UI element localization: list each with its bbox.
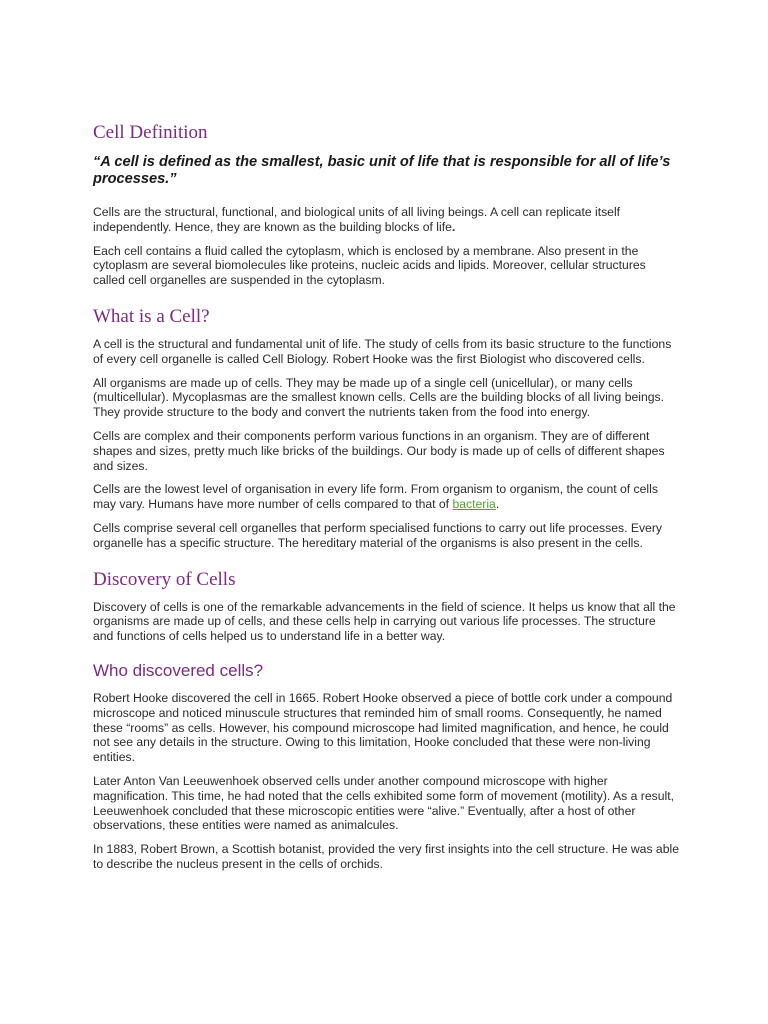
definition-quote: “A cell is defined as the smallest, basic unit of life that is responsible for all of life’s processes.” [93, 154, 671, 187]
paragraph-who-discovered-3: In 1883, Robert Brown, a Scottish botanist, provided the very first insights into the cell structure. He was able to describe the nucleus present in the cells of orchids. [93, 842, 679, 871]
paragraph-what-is-a-cell-4 [93, 482, 679, 512]
bacteria-link[interactable]: bacteria [452, 497, 496, 512]
paragraph-what-is-a-cell-3: Cells are complex and their components perform various functions in an organism. They are of different shapes and sizes, pretty much like bricks of the buildings. Our body is made up of cells of different shapes and sizes. [93, 428, 665, 473]
paragraph-end-mark: . [451, 219, 456, 234]
heading-cell-definition: Cell Definition [93, 122, 208, 143]
paragraph-who-discovered-2: Later Anton Van Leeuwenhoek observed cells under another compound microscope with higher magnification. This time, he had noted that the cells exhibited some form of movement (motility). As a result, Leeuwenhoek concluded that these microscopic entities were “alive.” Eventually, after a host of other observations, these entities were named as animalcules. [93, 773, 674, 833]
heading-who-discovered-cells: Who discovered cells? [93, 660, 264, 680]
paragraph-what-is-a-cell-1: A cell is the structural and fundamental unit of life. The study of cells from its basic structure to the functions of every cell organelle is called Cell Biology. Robert Hooke was the first Biologist who discovered cells. [93, 336, 672, 366]
paragraph-end-mark: . [495, 497, 500, 512]
paragraph-discovery-1: Discovery of cells is one of the remarkable advancements in the field of science. It helps us know that all the organisms are made up of cells, and these cells help in carrying out various life processes. The structure and functions of cells helped us to understand life in a better way. [93, 599, 676, 644]
heading-discovery-of-cells: Discovery of Cells [93, 568, 236, 590]
paragraph-text: Cells are the lowest level of organisation in every life form. From organism to organism, the count of cells may vary. Humans have more number of cells compared to that of [93, 482, 658, 512]
paragraph-what-is-a-cell-2: All organisms are made up of cells. They may be made up of a single cell (unicellular), or many cells (multicellular). Mycoplasmas are the smallest known cells. Cells are the building blocks of all living beings. They provide structure to the body and convert the nutrients taken from the food into energy. [93, 375, 665, 420]
paragraph-cell-definition-1 [93, 205, 679, 235]
paragraph-cell-definition-2: Each cell contains a fluid called the cytoplasm, which is enclosed by a membrane. Also present in the cytoplasm are several biomolecules like proteins, nucleic acids and lipids. Moreover, cellular structures called cell organelles are suspended in the cytoplasm. [93, 243, 646, 288]
paragraph-who-discovered-1: Robert Hooke discovered the cell in 1665. Robert Hooke observed a piece of bottle cork under a compound microscope and noticed minuscule structures that reminded him of small rooms. Consequently, he named these “rooms” as cells. However, his compound microscope had limited magnification, and hence, he could not see any details in the structure. Owing to this limitation, Hooke concluded that these were non-living entities. [93, 690, 673, 765]
paragraph-what-is-a-cell-5: Cells comprise several cell organelles that perform specialised functions to carry out life processes. Every organelle has a specific structure. The hereditary material of the organisms is also present in the cells. [93, 520, 662, 550]
paragraph-text: Cells are the structural, functional, and biological units of all living beings. A cell can replicate itself independently. Hence, they are known as the building blocks of life [93, 205, 621, 234]
heading-what-is-a-cell: What is a Cell? [93, 305, 210, 327]
document-page [93, 121, 679, 872]
